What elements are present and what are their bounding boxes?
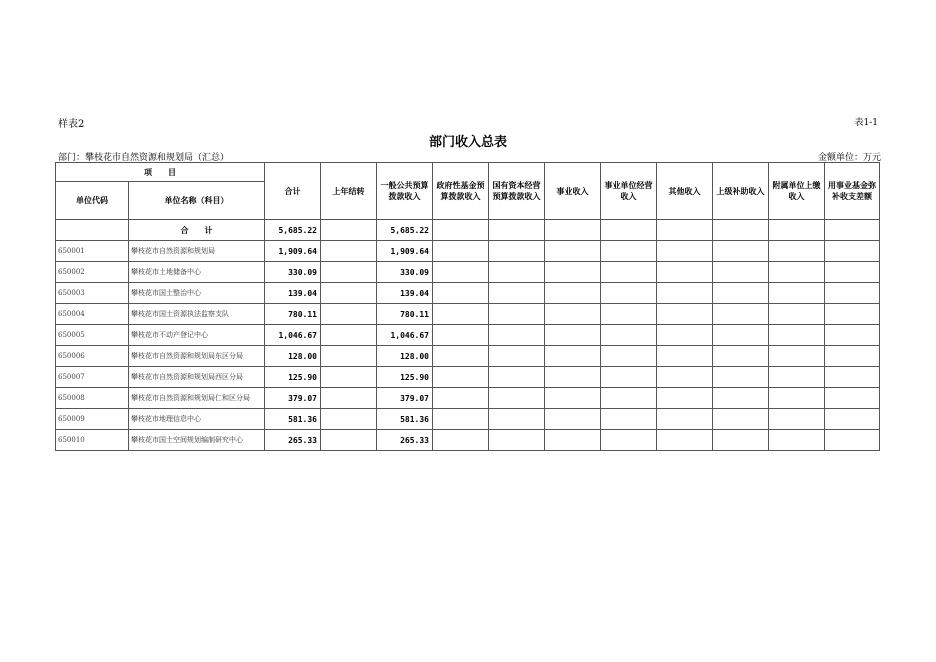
table-row	[56, 262, 880, 283]
business-income-cell	[545, 430, 601, 451]
empty-cell	[825, 220, 880, 241]
carryover-cell	[321, 304, 377, 325]
col-header-code: 单位代码	[56, 182, 129, 220]
table-row	[56, 346, 880, 367]
unit-code-cell: 650001	[56, 241, 129, 262]
unit-code-cell: 650010	[56, 430, 129, 451]
other-income-cell	[657, 325, 713, 346]
unit-code-cell: 650003	[56, 283, 129, 304]
business-unit-income-cell	[601, 388, 657, 409]
business-income-cell	[545, 262, 601, 283]
business-unit-income-cell	[601, 430, 657, 451]
table-row	[56, 367, 880, 388]
business-income-cell	[545, 367, 601, 388]
table-row	[56, 241, 880, 262]
other-income-cell	[657, 304, 713, 325]
subordinate-income-cell	[769, 409, 825, 430]
state-capital-cell	[489, 409, 545, 430]
total-cell: 330.09	[265, 262, 321, 283]
col-header-subordinate-income: 附属单位上缴收入	[769, 163, 825, 220]
subordinate-income-cell	[769, 430, 825, 451]
gov-fund-cell	[433, 283, 489, 304]
col-header-superior-subsidy: 上级补助收入	[713, 163, 769, 220]
carryover-cell	[321, 367, 377, 388]
superior-subsidy-cell	[713, 388, 769, 409]
superior-subsidy-cell	[713, 241, 769, 262]
other-income-cell	[657, 346, 713, 367]
fund-makeup-cell	[825, 346, 880, 367]
unit-name-cell: 攀枝花市自然资源和规划局仁和区分局	[129, 388, 265, 409]
other-income-cell	[657, 430, 713, 451]
business-unit-income-cell	[601, 283, 657, 304]
empty-cell	[657, 220, 713, 241]
total-cell: 780.11	[265, 304, 321, 325]
other-income-cell	[657, 283, 713, 304]
other-income-cell	[657, 367, 713, 388]
superior-subsidy-cell	[713, 367, 769, 388]
carryover-cell	[321, 430, 377, 451]
fund-makeup-cell	[825, 430, 880, 451]
superior-subsidy-cell	[713, 346, 769, 367]
total-sum-cell: 5,685.22	[265, 220, 321, 241]
business-unit-income-cell	[601, 325, 657, 346]
total-cell: 265.33	[265, 430, 321, 451]
subordinate-income-cell	[769, 367, 825, 388]
gov-fund-cell	[433, 409, 489, 430]
fund-makeup-cell	[825, 283, 880, 304]
business-income-cell	[545, 283, 601, 304]
total-general-budget-cell: 5,685.22	[377, 220, 433, 241]
business-unit-income-cell	[601, 367, 657, 388]
table-row	[56, 304, 880, 325]
col-header-general-budget: 一般公共预算拨款收入	[377, 163, 433, 220]
col-header-gov-fund: 政府性基金预算拨款收入	[433, 163, 489, 220]
gov-fund-cell	[433, 304, 489, 325]
general-budget-cell: 330.09	[377, 262, 433, 283]
carryover-cell	[321, 241, 377, 262]
business-income-cell	[545, 388, 601, 409]
general-budget-cell: 780.11	[377, 304, 433, 325]
income-summary-table	[55, 162, 880, 451]
state-capital-cell	[489, 367, 545, 388]
state-capital-cell	[489, 241, 545, 262]
business-income-cell	[545, 346, 601, 367]
page-title: 部门收入总表	[428, 135, 507, 150]
gov-fund-cell	[433, 367, 489, 388]
business-unit-income-cell	[601, 346, 657, 367]
table-row	[56, 283, 880, 304]
unit-name-cell: 攀枝花市国土空间规划编制研究中心	[129, 430, 265, 451]
empty-cell	[433, 220, 489, 241]
col-header-other-income: 其他收入	[657, 163, 713, 220]
gov-fund-cell	[433, 241, 489, 262]
subordinate-income-cell	[769, 388, 825, 409]
col-header-business-income: 事业收入	[545, 163, 601, 220]
subordinate-income-cell	[769, 262, 825, 283]
total-cell: 139.04	[265, 283, 321, 304]
state-capital-cell	[489, 430, 545, 451]
state-capital-cell	[489, 388, 545, 409]
fund-makeup-cell	[825, 388, 880, 409]
col-header-business-unit-income: 事业单位经营收入	[601, 163, 657, 220]
col-header-carryover: 上年结转	[321, 163, 377, 220]
state-capital-cell	[489, 262, 545, 283]
carryover-cell	[321, 283, 377, 304]
general-budget-cell: 379.07	[377, 388, 433, 409]
unit-name-cell: 攀枝花市自然资源和规划局	[129, 241, 265, 262]
total-carryover-cell	[321, 220, 377, 241]
gov-fund-cell	[433, 346, 489, 367]
total-cell: 379.07	[265, 388, 321, 409]
empty-cell	[713, 220, 769, 241]
carryover-cell	[321, 346, 377, 367]
unit-code-cell: 650007	[56, 367, 129, 388]
general-budget-cell: 139.04	[377, 283, 433, 304]
business-income-cell	[545, 304, 601, 325]
total-cell: 125.90	[265, 367, 321, 388]
unit-name-cell: 攀枝花市国土资源执法监察支队	[129, 304, 265, 325]
general-budget-cell: 128.00	[377, 346, 433, 367]
superior-subsidy-cell	[713, 262, 769, 283]
total-cell: 1,046.67	[265, 325, 321, 346]
general-budget-cell: 1,046.67	[377, 325, 433, 346]
general-budget-cell: 265.33	[377, 430, 433, 451]
amount-unit-label: 金额单位：万元	[817, 153, 881, 163]
state-capital-cell	[489, 304, 545, 325]
superior-subsidy-cell	[713, 325, 769, 346]
state-capital-cell	[489, 283, 545, 304]
carryover-cell	[321, 262, 377, 283]
state-capital-cell	[489, 325, 545, 346]
department-label: 部门：攀枝花市自然资源和规划局（汇总）	[58, 153, 230, 163]
gov-fund-cell	[433, 262, 489, 283]
subordinate-income-cell	[769, 283, 825, 304]
fund-makeup-cell	[825, 241, 880, 262]
sample-label: 样表2	[58, 119, 85, 130]
unit-name-cell: 攀枝花市地理信息中心	[129, 409, 265, 430]
unit-name-cell: 攀枝花市国土整治中心	[129, 283, 265, 304]
carryover-cell	[321, 325, 377, 346]
item-group-header: 项 目	[56, 163, 265, 182]
empty-cell	[489, 220, 545, 241]
general-budget-cell: 1,909.64	[377, 241, 433, 262]
unit-code-cell: 650008	[56, 388, 129, 409]
gov-fund-cell	[433, 388, 489, 409]
table-row	[56, 325, 880, 346]
gov-fund-cell	[433, 430, 489, 451]
other-income-cell	[657, 241, 713, 262]
table-row	[56, 388, 880, 409]
total-cell: 1,909.64	[265, 241, 321, 262]
general-budget-cell: 125.90	[377, 367, 433, 388]
total-row	[56, 220, 880, 241]
business-income-cell	[545, 409, 601, 430]
fund-makeup-cell	[825, 262, 880, 283]
subordinate-income-cell	[769, 304, 825, 325]
table-number: 表1-1	[854, 118, 878, 128]
unit-name-cell: 攀枝花市土地储备中心	[129, 262, 265, 283]
unit-name-cell: 攀枝花市自然资源和规划局西区分局	[129, 367, 265, 388]
col-header-state-capital: 国有资本经营预算拨款收入	[489, 163, 545, 220]
business-unit-income-cell	[601, 409, 657, 430]
fund-makeup-cell	[825, 325, 880, 346]
other-income-cell	[657, 409, 713, 430]
unit-name-cell: 攀枝花市自然资源和规划局东区分局	[129, 346, 265, 367]
superior-subsidy-cell	[713, 409, 769, 430]
business-income-cell	[545, 241, 601, 262]
total-label: 合 计	[129, 220, 265, 241]
table-row	[56, 430, 880, 451]
subordinate-income-cell	[769, 325, 825, 346]
empty-cell	[545, 220, 601, 241]
fund-makeup-cell	[825, 304, 880, 325]
unit-name-cell: 攀枝花市不动产登记中心	[129, 325, 265, 346]
unit-code-cell: 650002	[56, 262, 129, 283]
business-unit-income-cell	[601, 262, 657, 283]
general-budget-cell: 581.36	[377, 409, 433, 430]
superior-subsidy-cell	[713, 430, 769, 451]
subordinate-income-cell	[769, 241, 825, 262]
unit-code-cell: 650009	[56, 409, 129, 430]
col-header-name: 单位名称（科目）	[129, 182, 265, 220]
business-unit-income-cell	[601, 241, 657, 262]
subordinate-income-cell	[769, 346, 825, 367]
carryover-cell	[321, 409, 377, 430]
col-header-total: 合计	[265, 163, 321, 220]
total-cell: 128.00	[265, 346, 321, 367]
table-row	[56, 409, 880, 430]
state-capital-cell	[489, 346, 545, 367]
business-income-cell	[545, 325, 601, 346]
unit-code-cell: 650005	[56, 325, 129, 346]
carryover-cell	[321, 388, 377, 409]
unit-code-cell: 650006	[56, 346, 129, 367]
empty-cell	[769, 220, 825, 241]
business-unit-income-cell	[601, 304, 657, 325]
other-income-cell	[657, 262, 713, 283]
unit-code-cell: 650004	[56, 304, 129, 325]
other-income-cell	[657, 388, 713, 409]
superior-subsidy-cell	[713, 304, 769, 325]
total-code-cell	[56, 220, 129, 241]
total-cell: 581.36	[265, 409, 321, 430]
empty-cell	[601, 220, 657, 241]
gov-fund-cell	[433, 325, 489, 346]
fund-makeup-cell	[825, 409, 880, 430]
col-header-fund-makeup: 用事业基金弥补收支差额	[825, 163, 880, 220]
superior-subsidy-cell	[713, 283, 769, 304]
fund-makeup-cell	[825, 367, 880, 388]
